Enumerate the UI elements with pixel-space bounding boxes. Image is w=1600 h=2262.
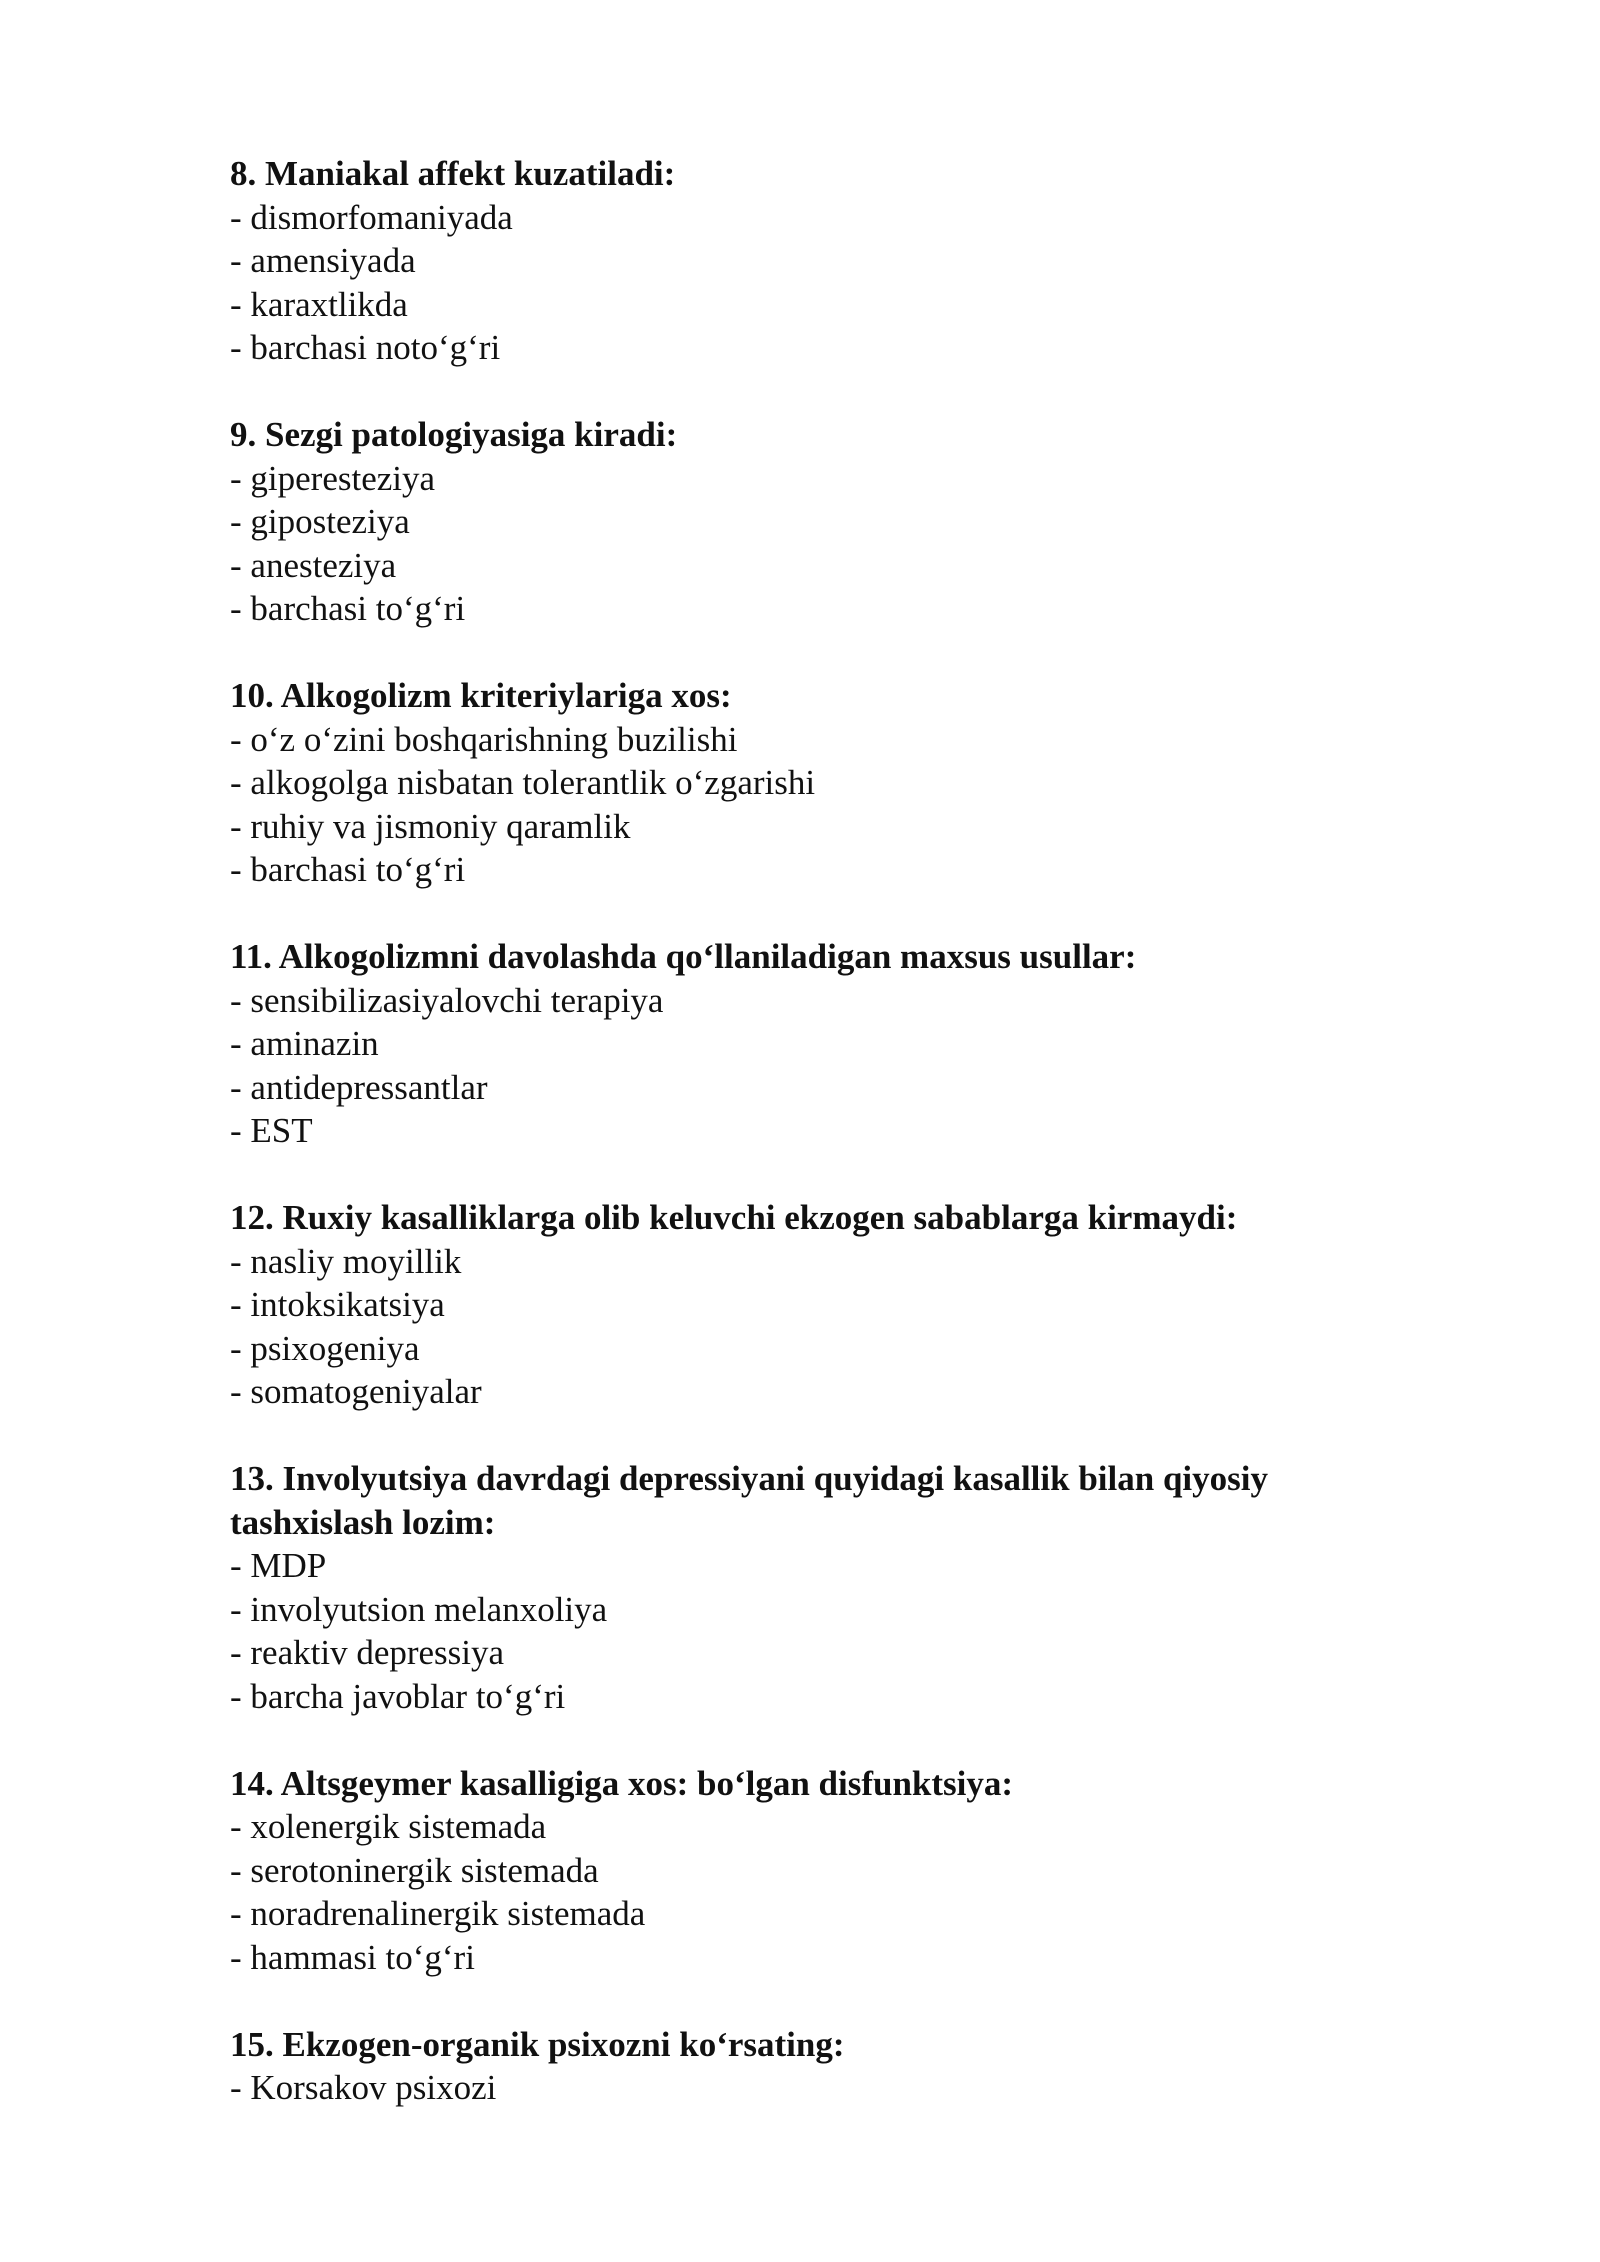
answer-option: - barchasi noto‘g‘ri [230, 328, 501, 367]
question-title: 12. Ruxiy kasalliklarga olib keluvchi ekzogen sabablarga kirmaydi: [230, 1198, 1238, 1237]
answer-option: - MDP [230, 1546, 327, 1585]
answer-option: - xolenergik sistemada [230, 1807, 547, 1846]
answer-option: - barchasi to‘g‘ri [230, 850, 466, 889]
answer-option: - barcha javoblar to‘g‘ri [230, 1676, 566, 1716]
answer-option: - antidepressantlar [230, 1067, 488, 1107]
question-11 [230, 935, 1410, 1153]
question-title: 15. Ekzogen-organik psixozni ko‘rsating: [230, 2024, 845, 2064]
question-title: 9. Sezgi patologiyasiga kiradi: [230, 415, 678, 454]
question-title: 8. Maniakal affekt kuzatiladi: [230, 154, 676, 193]
question-12 [230, 1196, 1410, 1414]
question-8 [230, 152, 1410, 370]
answer-option: - barchasi to‘g‘ri [230, 589, 466, 628]
question-title: 11. Alkogolizmni davolashda qo‘llaniladigan maxsus usullar: [230, 937, 1137, 976]
answer-option: - nasliy moyillik [230, 1241, 462, 1281]
answer-option: - intoksikatsiya [230, 1285, 445, 1324]
answer-option: - dismorfomaniyada [230, 197, 513, 237]
answer-option: - Korsakov psixozi [230, 2068, 497, 2107]
answer-option: - alkogolga nisbatan tolerantlik o‘zgarishi [230, 763, 816, 802]
answer-option: - involyutsion melanxoliya [230, 1589, 608, 1629]
answer-option: - o‘z o‘zini boshqarishning buzilishi [230, 719, 738, 759]
document-page [230, 152, 1410, 2153]
answer-option: - amensiyada [230, 241, 416, 280]
question-title: 13. Involyutsiya davrdagi depressiyani quyidagi kasallik bilan qiyosiy tashxislash lozim: [230, 1459, 1269, 1542]
question-10 [230, 674, 1410, 892]
answer-option: - noradrenalinergik sistemada [230, 1894, 646, 1933]
answer-option: - reaktiv depressiya [230, 1633, 505, 1672]
question-title: 14. Altsgeymer kasalligiga xos: bo‘lgan disfunktsiya: [230, 1763, 1014, 1803]
answer-option: - giperesteziya [230, 458, 436, 498]
answer-option: - sensibilizasiyalovchi terapiya [230, 980, 664, 1020]
answer-option: - EST [230, 1111, 313, 1150]
question-15 [230, 2023, 1410, 2110]
answer-option: - karaxtlikda [230, 284, 408, 324]
question-title: 10. Alkogolizm kriteriylariga xos: [230, 676, 732, 715]
answer-option: - serotoninergik sistemada [230, 1850, 599, 1890]
answer-option: - somatogeniyalar [230, 1372, 482, 1411]
answer-option: - psixogeniya [230, 1328, 420, 1368]
answer-option: - ruhiy va jismoniy qaramlik [230, 806, 631, 846]
answer-option: - giposteziya [230, 502, 410, 541]
answer-option: - hammasi to‘g‘ri [230, 1937, 475, 1977]
question-14 [230, 1762, 1410, 1980]
question-9 [230, 413, 1410, 631]
question-13 [230, 1457, 1410, 1718]
answer-option: - anesteziya [230, 545, 397, 585]
answer-option: - aminazin [230, 1024, 379, 1063]
